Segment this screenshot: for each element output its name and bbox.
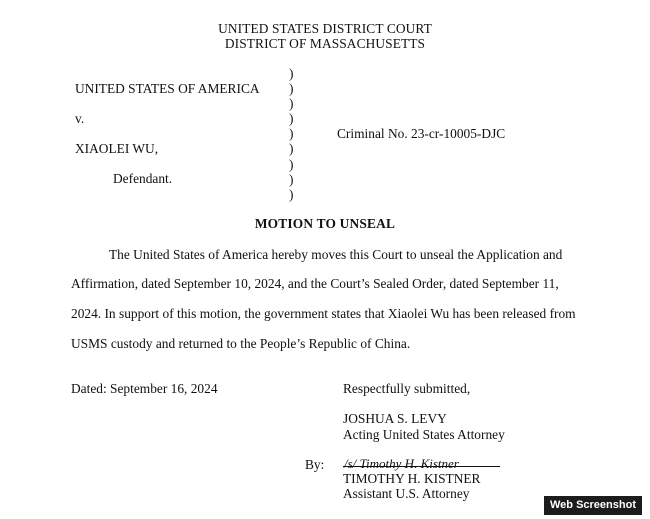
bracket-glyph: ) xyxy=(289,141,294,157)
bracket-glyph: ) xyxy=(289,81,294,97)
motion-body-line: 2024. In support of this motion, the government states that Xiaolei Wu has been released from xyxy=(71,306,576,321)
attorney-title: Acting United States Attorney xyxy=(343,427,505,442)
court-name: UNITED STATES DISTRICT COURT xyxy=(218,21,432,36)
respectfully-submitted: Respectfully submitted, xyxy=(343,381,471,396)
motion-title: MOTION TO UNSEAL xyxy=(254,216,396,231)
bracket-glyph: ) xyxy=(289,171,294,187)
plaintiff-name: UNITED STATES OF AMERICA xyxy=(75,81,260,96)
bracket-glyph: ) xyxy=(289,156,294,172)
attorney-name: JOSHUA S. LEVY xyxy=(343,411,447,426)
bracket-glyph: ) xyxy=(289,96,294,112)
motion-body-line: The United States of America hereby moves this Court to unseal the Application and xyxy=(109,247,563,262)
dated-line: Dated: September 16, 2024 xyxy=(71,381,218,396)
versus-text: v. xyxy=(75,111,85,126)
district-name: DISTRICT OF MASSACHUSETTS xyxy=(224,36,426,51)
signer-title: Assistant U.S. Attorney xyxy=(343,486,470,501)
bracket-glyph: ) xyxy=(289,186,294,202)
electronic-signature: /s/ Timothy H. Kistner xyxy=(344,456,459,471)
defendant-role: Defendant. xyxy=(113,171,173,186)
by-label: By: xyxy=(305,457,325,472)
bracket-glyph: ) xyxy=(289,126,294,142)
bracket-glyph: ) xyxy=(289,111,294,127)
defendant-name: XIAOLEI WU, xyxy=(75,141,159,156)
bracket-glyph: ) xyxy=(289,66,294,81)
motion-body-line: Affirmation, dated September 10, 2024, and the Court’s Sealed Order, dated September 11, xyxy=(71,276,559,291)
caption-bracket xyxy=(289,66,293,202)
case-number: Criminal No. 23-cr-10005-DJC xyxy=(337,126,506,141)
motion-body-line: USMS custody and returned to the People’s Republic of China. xyxy=(71,336,411,351)
signature-line xyxy=(343,466,500,467)
signer-name: TIMOTHY H. KISTNER xyxy=(343,471,481,486)
web-screenshot-badge: Web Screenshot xyxy=(544,496,642,515)
